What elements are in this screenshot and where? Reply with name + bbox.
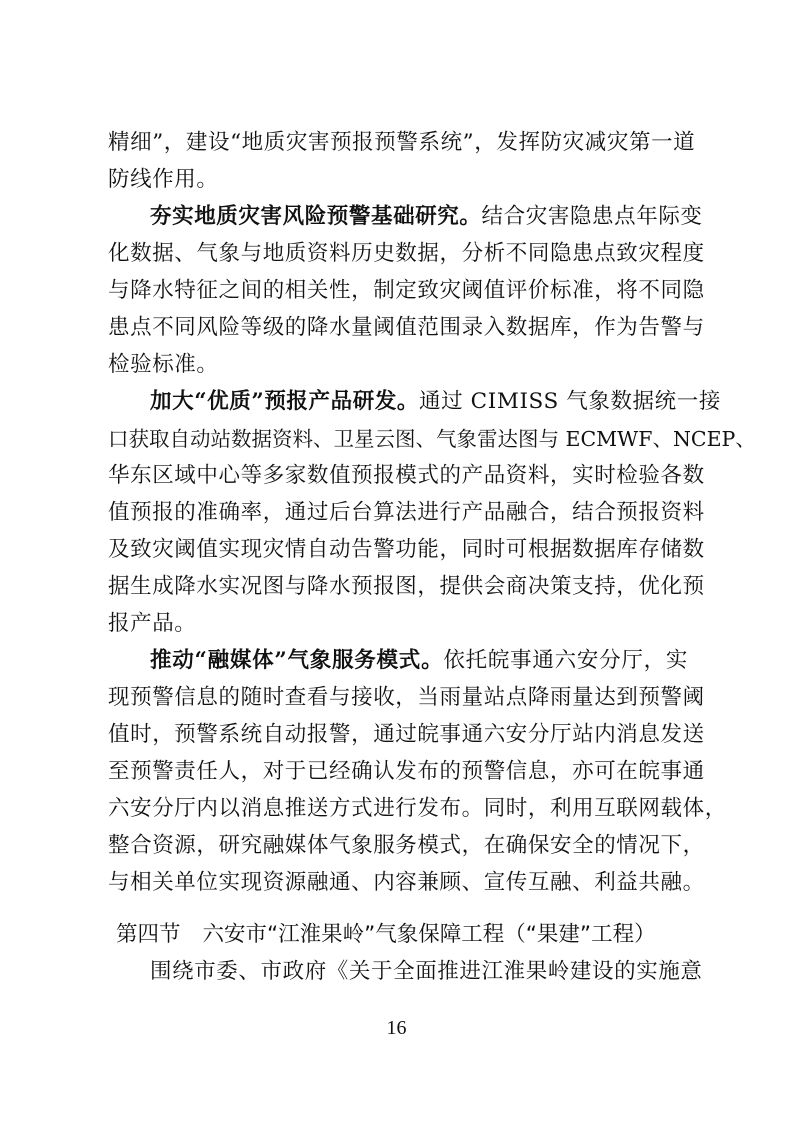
line-text: 口获取自动站数据资料、卫星云图、气象雷达图与 ECMWF、NCEP、 xyxy=(108,427,756,451)
line-text: 至预警责任人，对于已经确认发布的预警信息，亦可在皖事通 xyxy=(108,759,705,784)
body-line xyxy=(108,461,705,491)
body-line xyxy=(108,313,705,343)
paragraph-heading: 夯实地质灾害风险预警基础研究。 xyxy=(150,204,482,229)
line-text: 六安分厅内以消息推送方式进行发布。同时，利用互联网载体， xyxy=(108,796,727,821)
line-text: 整合资源，研究融媒体气象服务模式，在确保安全的情况下， xyxy=(108,833,705,858)
section-number: 第四节 xyxy=(116,922,181,947)
section-heading xyxy=(116,920,688,950)
body-line xyxy=(108,683,705,713)
line-text: 检验标准。 xyxy=(108,352,219,377)
paragraph-lead-line xyxy=(150,202,703,232)
body-line xyxy=(108,720,705,750)
body-line xyxy=(108,424,756,454)
line-text: 据生成降水实况图与降水预报图，提供会商决策支持，优化预 xyxy=(108,574,705,599)
body-line xyxy=(108,128,696,158)
line-text: 依托皖事通六安分厅，实 xyxy=(443,648,688,673)
page-number: 16 xyxy=(386,1017,407,1039)
section-title: 六安市“江淮果岭”气象保障工程（“果建”工程） xyxy=(202,922,656,947)
body-line xyxy=(108,239,705,269)
body-line xyxy=(108,276,705,306)
line-text: 及致灾阈值实现灾情自动告警功能，同时可根据数据库存储数 xyxy=(108,537,705,562)
body-line xyxy=(150,957,703,987)
line-text: 报产品。 xyxy=(108,611,197,636)
body-line xyxy=(108,868,705,898)
body-line xyxy=(108,794,727,824)
line-text: 华东区域中心等多家数值预报模式的产品资料，实时检验各数 xyxy=(108,463,705,488)
line-text: 与相关单位实现资源融通、内容兼顾、宣传互融、利益共融。 xyxy=(108,870,705,895)
body-line xyxy=(108,609,688,639)
body-line xyxy=(108,831,705,861)
paragraph-lead-line xyxy=(150,387,721,417)
line-text: 值时，预警系统自动报警，通过皖事通六安分厅站内消息发送 xyxy=(108,722,705,747)
body-line xyxy=(108,572,705,602)
line-text: 现预警信息的随时查看与接收，当雨量站点降雨量达到预警阈 xyxy=(108,685,705,710)
line-text: 结合灾害隐患点年际变 xyxy=(481,204,703,229)
body-line xyxy=(108,535,705,565)
paragraph-lead-line xyxy=(150,646,688,676)
line-text: 值预报的准确率，通过后台算法进行产品融合，结合预报资料 xyxy=(108,500,705,525)
line-text: 围绕市委、市政府《关于全面推进江淮果岭建设的实施意 xyxy=(150,959,703,984)
line-text: 患点不同风险等级的降水量阈值范围录入数据库，作为告警与 xyxy=(108,315,705,340)
paragraph-heading: 加大“优质”预报产品研发。 xyxy=(150,389,420,414)
body-line xyxy=(108,498,705,528)
body-line xyxy=(108,350,688,380)
line-text: 化数据、气象与地质资料历史数据，分析不同隐患点致灾程度 xyxy=(108,241,705,266)
line-text: 与降水特征之间的相关性，制定致灾阈值评价标准，将不同隐 xyxy=(108,278,705,303)
body-line xyxy=(108,165,688,195)
line-text: 防线作用。 xyxy=(108,167,219,192)
line-text: 精细”，建设“地质灾害预报预警系统”，发挥防灾减灾第一道 xyxy=(108,130,696,155)
line-text: 通过 CIMISS 气象数据统一接 xyxy=(419,389,721,414)
paragraph-heading: 推动“融媒体”气象服务模式。 xyxy=(150,648,444,673)
body-line xyxy=(108,757,705,787)
